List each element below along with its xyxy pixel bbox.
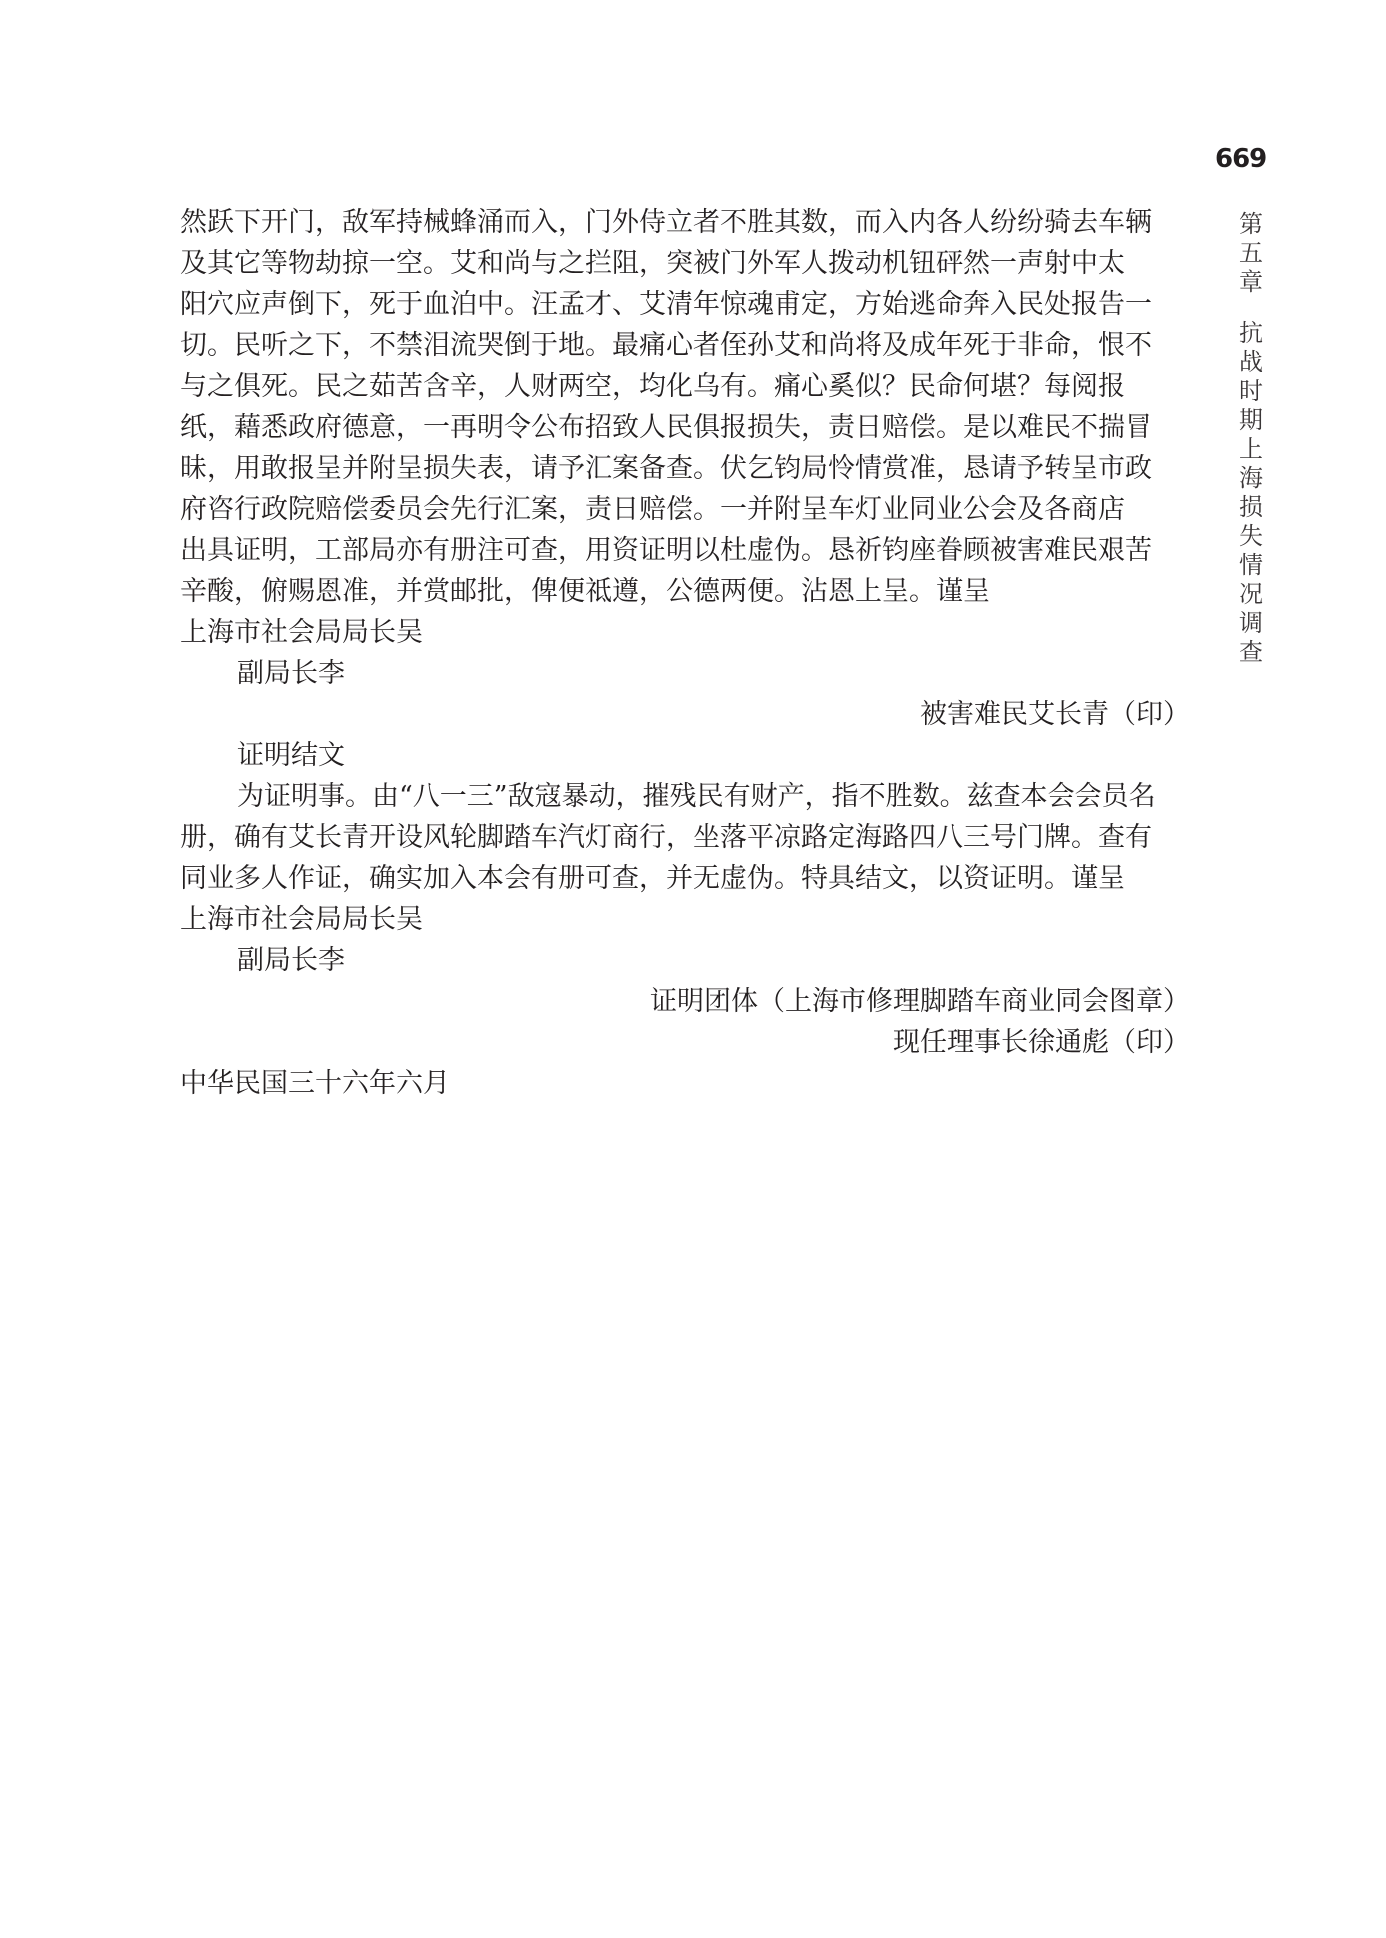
certificate-addressee: 上海市社会局局长吴 <box>180 904 423 935</box>
running-head <box>1233 210 1269 667</box>
petition-line: 府咨行政院赔偿委员会先行汇案，责日赔偿。一并附呈车灯业同业公会及各商店 <box>180 494 1125 525</box>
certificate-deputy: 副局长李 <box>237 945 345 976</box>
petition-line: 纸，藉悉政府德意，一再明令公布招致人民俱报损失，责日赔偿。是以难民不揣冒 <box>180 412 1152 443</box>
petition-line: 昧，用敢报呈并附呈损失表，请予汇案备查。伏乞钧局怜情赏准，恳请予转呈市政 <box>180 453 1152 484</box>
petition-addressee: 上海市社会局局长吴 <box>180 617 423 648</box>
petition-line: 出具证明，工部局亦有册注可查，用资证明以杜虚伪。恳祈钧座眷顾被害难民艰苦 <box>180 535 1152 566</box>
petition-line: 辛酸，俯赐恩准，并赏邮批，俾便祗遵，公德两便。沾恩上呈。谨呈 <box>180 576 990 607</box>
petition-line: 阳穴应声倒下，死于血泊中。汪孟才、艾清年惊魂甫定，方始逃命奔入民处报告一 <box>180 289 1152 320</box>
petition-deputy: 副局长李 <box>237 658 345 689</box>
petition-line: 切。民听之下，不禁泪流哭倒于地。最痛心者侄孙艾和尚将及成年死于非命，恨不 <box>180 330 1152 361</box>
petition-line: 与之俱死。民之茹苦含辛，人财两空，均化乌有。痛心奚似？民命何堪？每阅报 <box>180 371 1125 402</box>
certificate-org-signer: 证明团体（上海市修理脚踏车商业同会图章） <box>650 986 1190 1017</box>
running-head-chapter: 第 五 章 <box>1239 210 1263 296</box>
petition-signer: 被害难民艾长青（印） <box>920 699 1190 730</box>
document-date: 中华民国三十六年六月 <box>180 1068 450 1099</box>
petition-line: 及其它等物劫掠一空。艾和尚与之拦阻，突被门外军人拨动机钮砰然一声射中太 <box>180 248 1125 279</box>
running-head-title: 抗 战 时 期 上 海 损 失 情 况 调 查 <box>1239 319 1263 666</box>
petition-line: 然跃下开门，敌军持械蜂涌而入，门外侍立者不胜其数，而入内各人纷纷骑去车辆 <box>180 207 1152 238</box>
certificate-heading: 证明结文 <box>237 740 345 771</box>
certificate-chair-signer: 现任理事长徐通彪（印） <box>893 1027 1190 1058</box>
certificate-line: 同业多人作证，确实加入本会有册可查，并无虚伪。特具结文，以资证明。谨呈 <box>180 863 1125 894</box>
document-body <box>180 202 1190 1104</box>
certificate-line: 为证明事。由“八一三”敌寇暴动，摧残民有财产，指不胜数。兹查本会会员名 <box>237 781 1156 812</box>
certificate-line: 册，确有艾长青开设风轮脚踏车汽灯商行，坐落平凉路定海路四八三号门牌。查有 <box>180 822 1152 853</box>
page-number: 669 <box>1215 144 1267 174</box>
